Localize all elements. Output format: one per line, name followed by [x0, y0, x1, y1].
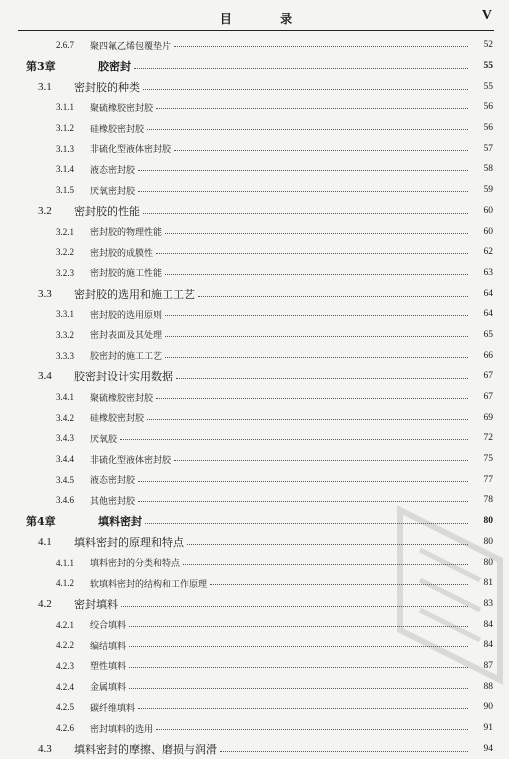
page-title: 目 录 [219, 12, 315, 26]
toc-leader-dots [138, 472, 468, 482]
toc-entry-number: 3.4.4 [56, 454, 74, 465]
toc-leader-dots [165, 327, 468, 337]
toc-leader-dots [174, 37, 468, 47]
toc-entry-page: 90 [483, 702, 493, 713]
toc-leader-dots [165, 265, 468, 275]
toc-leader-dots [120, 430, 468, 440]
toc-entry-page: 66 [483, 350, 493, 361]
toc-entry[interactable] [0, 180, 509, 201]
toc-entry-number: 4.2.6 [56, 723, 74, 734]
toc-leader-dots [165, 224, 468, 234]
toc-entry-title: 密封胶的选用原则 [90, 310, 163, 321]
toc-leader-dots [129, 617, 468, 627]
toc-entry-page: 83 [483, 598, 493, 609]
toc-leader-dots [147, 410, 468, 420]
toc-entry-title: 厌氧密封胶 [90, 186, 136, 197]
toc-entry-number: 3.1.5 [56, 185, 74, 196]
toc-leader-dots [138, 182, 468, 192]
toc-entry-page: 60 [483, 226, 493, 237]
toc-entry[interactable] [0, 469, 509, 490]
toc-entry-title: 编结填料 [90, 641, 127, 652]
toc-entry-page: 88 [483, 681, 493, 692]
toc-entry-page: 84 [483, 619, 493, 630]
toc-leader-dots [138, 161, 468, 171]
toc-entry-title: 密封填料 [74, 597, 118, 611]
toc-entry[interactable] [0, 35, 509, 56]
page-number-roman: V [481, 8, 492, 23]
toc-entry-number: 4.2.4 [56, 681, 74, 692]
toc-entry[interactable] [0, 325, 509, 346]
toc-entry-number: 3.2 [38, 204, 52, 217]
toc-entry-title: 填料密封的原理和特点 [74, 535, 184, 549]
toc-leader-dots [187, 533, 468, 545]
toc-entry-page: 58 [483, 164, 493, 175]
toc-entry[interactable] [0, 656, 509, 677]
toc-entry-title: 碳纤维填料 [90, 703, 136, 714]
toc-leader-dots [138, 699, 468, 709]
toc-entry-number: 3.4 [38, 370, 52, 383]
toc-entry-title: 密封胶的种类 [74, 80, 140, 94]
toc-leader-dots [129, 637, 468, 647]
toc-entry-title: 胶密封的施工工艺 [90, 352, 163, 363]
toc-entry-number: 4.3 [38, 742, 52, 755]
toc-entry-number: 3.4.2 [56, 412, 74, 423]
toc-entry[interactable] [0, 635, 509, 656]
toc-entry[interactable] [0, 283, 509, 304]
toc-entry[interactable] [0, 573, 509, 594]
toc-entry-title: 聚硫橡胶密封胶 [90, 393, 154, 404]
toc-entry-number: 3.2.1 [56, 226, 74, 237]
toc-entry-page: 67 [483, 371, 493, 382]
toc-entry[interactable] [0, 407, 509, 428]
toc-entry[interactable] [0, 138, 509, 159]
table-of-contents [0, 35, 509, 759]
toc-entry-title: 塑性填料 [90, 662, 127, 673]
toc-entry-page: 72 [483, 433, 493, 444]
toc-leader-dots [198, 285, 468, 297]
toc-entry[interactable] [0, 242, 509, 263]
toc-entry-title: 聚硫橡胶密封胶 [90, 103, 154, 114]
toc-leader-dots [174, 451, 468, 461]
toc-entry-page: 62 [483, 247, 493, 258]
toc-entry-title: 密封胶的物理性能 [90, 228, 163, 239]
toc-entry-title: 硅橡胶密封胶 [90, 124, 145, 135]
toc-leader-dots [156, 720, 468, 730]
toc-entry-page: 59 [483, 185, 493, 196]
toc-entry-number: 3.3.3 [56, 350, 74, 361]
toc-leader-dots [129, 658, 468, 668]
toc-entry-number: 3.3.2 [56, 329, 74, 340]
toc-entry[interactable] [0, 76, 509, 97]
toc-leader-dots [165, 306, 468, 316]
toc-entry[interactable] [0, 428, 509, 449]
toc-entry-number: 3.4.1 [56, 392, 74, 403]
toc-leader-dots [156, 389, 468, 399]
toc-entry-title: 金属填料 [90, 683, 127, 694]
toc-entry[interactable] [0, 697, 509, 718]
toc-entry-page: 77 [483, 474, 493, 485]
header-rule [18, 30, 494, 31]
toc-entry-title: 绞合填料 [90, 621, 127, 632]
toc-entry[interactable] [0, 221, 509, 242]
toc-entry-page: 65 [483, 329, 493, 340]
page-header [20, 6, 492, 28]
toc-entry-page: 80 [483, 516, 493, 527]
toc-entry-page: 60 [483, 205, 493, 216]
toc-entry-title: 密封填料的选用 [90, 724, 154, 735]
toc-entry-title: 密封胶的性能 [74, 204, 140, 218]
toc-leader-dots [165, 348, 468, 358]
toc-entry-page: 64 [483, 288, 493, 299]
toc-entry-number: 4.2.3 [56, 660, 74, 671]
toc-entry-title: 非硫化型液体密封胶 [90, 455, 172, 466]
toc-entry[interactable] [0, 304, 509, 325]
toc-leader-dots [156, 99, 468, 109]
toc-entry[interactable] [0, 387, 509, 408]
toc-entry[interactable] [0, 614, 509, 635]
toc-leader-dots [138, 492, 468, 502]
toc-entry-title: 密封胶的选用和施工工艺 [74, 287, 195, 301]
toc-leader-dots [174, 141, 468, 151]
toc-entry-number: 4.2.5 [56, 702, 74, 713]
toc-entry-page: 55 [483, 81, 493, 92]
toc-entry[interactable] [0, 449, 509, 470]
toc-entry-page: 67 [483, 392, 493, 403]
toc-entry[interactable] [0, 511, 509, 532]
toc-entry-number: 3.3 [38, 287, 52, 300]
toc-entry-page: 56 [483, 102, 493, 113]
toc-entry-page: 80 [483, 536, 493, 547]
toc-entry-title: 填料密封的摩擦、磨损与润滑 [74, 742, 217, 756]
toc-entry[interactable] [0, 676, 509, 697]
toc-entry[interactable] [0, 201, 509, 222]
toc-entry[interactable] [0, 490, 509, 511]
toc-leader-dots [129, 679, 468, 689]
toc-entry-page: 52 [483, 40, 493, 51]
toc-entry-page: 78 [483, 495, 493, 506]
toc-entry-number: 3.1 [38, 80, 52, 93]
toc-entry-number: 第4章 [26, 515, 56, 529]
toc-entry-number: 3.1.2 [56, 123, 74, 134]
toc-entry-number: 3.2.2 [56, 247, 74, 258]
toc-entry-number: 4.2.1 [56, 619, 74, 630]
toc-leader-dots [143, 78, 468, 90]
toc-entry[interactable] [0, 552, 509, 573]
toc-entry-page: 57 [483, 143, 493, 154]
toc-entry-number: 4.2 [38, 597, 52, 610]
toc-entry-number: 4.1 [38, 535, 52, 548]
toc-entry-page: 87 [483, 660, 493, 671]
toc-entry-number: 3.1.1 [56, 102, 74, 113]
toc-entry-title: 密封胶的成膜性 [90, 248, 154, 259]
toc-leader-dots [147, 120, 468, 130]
toc-entry-page: 94 [483, 743, 493, 754]
toc-entry[interactable] [0, 118, 509, 139]
toc-entry-number: 第3章 [26, 60, 56, 74]
toc-entry-number: 3.3.1 [56, 309, 74, 320]
toc-entry-page: 84 [483, 640, 493, 651]
toc-entry[interactable] [0, 718, 509, 739]
toc-entry-number: 3.4.3 [56, 433, 74, 444]
toc-entry-title: 硅橡胶密封胶 [90, 414, 145, 425]
toc-entry-title: 密封表面及其处理 [90, 331, 163, 342]
toc-entry-title: 胶密封 [98, 60, 131, 74]
toc-leader-dots [121, 595, 468, 607]
toc-entry-page: 69 [483, 412, 493, 423]
toc-entry-title: 密封胶的施工性能 [90, 269, 163, 280]
toc-entry-page: 81 [483, 578, 493, 589]
toc-entry-page: 75 [483, 454, 493, 465]
toc-entry[interactable] [0, 532, 509, 553]
toc-leader-dots [183, 555, 468, 565]
toc-entry-page: 63 [483, 267, 493, 278]
toc-entry-number: 4.2.2 [56, 640, 74, 651]
toc-entry-title: 非硫化型液体密封胶 [90, 145, 172, 156]
toc-entry-page: 91 [483, 723, 493, 734]
toc-entry-title: 厌氧胶 [90, 434, 118, 445]
toc-entry-title: 软填料密封的结构和工作原理 [90, 579, 208, 590]
toc-entry-title: 液态密封胶 [90, 165, 136, 176]
toc-entry[interactable] [0, 366, 509, 387]
toc-entry-title: 其他密封胶 [90, 496, 136, 507]
toc-entry-number: 3.1.4 [56, 164, 74, 175]
toc-entry-title: 胶密封设计实用数据 [74, 370, 173, 384]
toc-entry-number: 3.4.6 [56, 495, 74, 506]
toc-entry[interactable] [0, 97, 509, 118]
toc-entry-page: 64 [483, 309, 493, 320]
toc-entry-number: 3.2.3 [56, 267, 74, 278]
toc-entry-title: 填料密封的分类和特点 [90, 559, 181, 570]
toc-entry-number: 4.1.2 [56, 578, 74, 589]
toc-leader-dots [176, 367, 468, 379]
toc-entry-page: 80 [483, 557, 493, 568]
toc-entry-number: 3.1.3 [56, 143, 74, 154]
toc-leader-dots [210, 575, 468, 585]
toc-leader-dots [143, 202, 468, 214]
toc-entry-page: 56 [483, 123, 493, 134]
toc-leader-dots [145, 512, 468, 524]
toc-entry-title: 聚四氟乙烯包覆垫片 [90, 41, 172, 52]
toc-entry[interactable] [0, 738, 509, 759]
toc-leader-dots [156, 244, 468, 254]
toc-entry[interactable] [0, 594, 509, 615]
toc-entry-number: 3.4.5 [56, 474, 74, 485]
toc-entry-number: 4.1.1 [56, 557, 74, 568]
toc-entry-title: 液态密封胶 [90, 476, 136, 487]
toc-entry-page: 55 [483, 61, 493, 72]
toc-leader-dots [134, 57, 468, 69]
toc-entry-title: 填料密封 [98, 515, 142, 529]
toc-entry[interactable] [0, 345, 509, 366]
toc-entry[interactable] [0, 263, 509, 284]
toc-entry[interactable] [0, 159, 509, 180]
toc-leader-dots [220, 740, 468, 752]
toc-entry-number: 2.6.7 [56, 40, 74, 51]
toc-entry[interactable] [0, 56, 509, 77]
